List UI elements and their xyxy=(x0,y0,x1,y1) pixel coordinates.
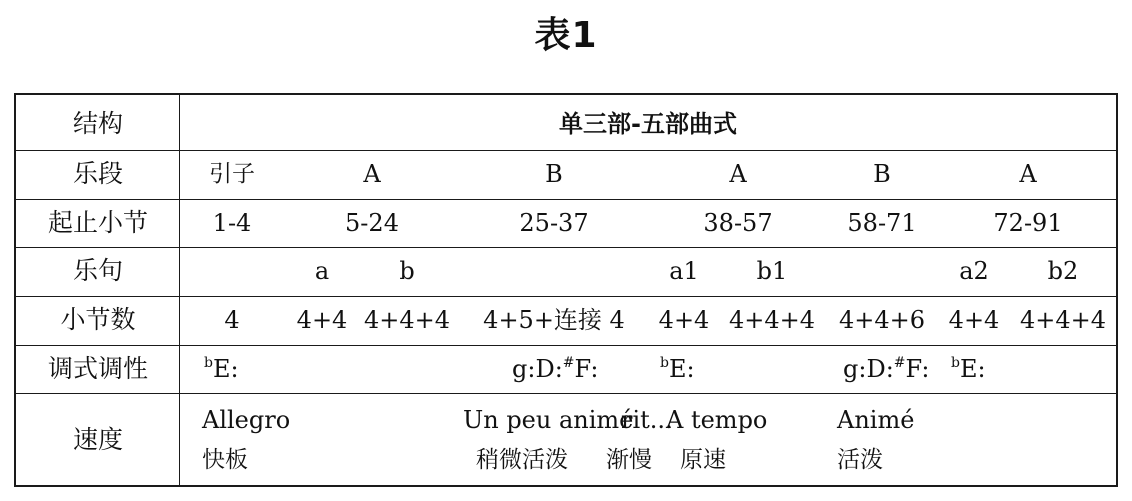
bars-cell: 58-71 xyxy=(847,209,917,237)
bar-count-cell: 4+4+4 xyxy=(1019,306,1107,334)
key-cell xyxy=(843,354,929,384)
key-text: E: xyxy=(668,355,695,383)
bar-count-cell: 4+4 xyxy=(948,306,1000,334)
tempo-translation: 原速 xyxy=(680,447,726,473)
phrase-cell: a1 xyxy=(669,257,699,285)
bar-count-cell: 4+4+6 xyxy=(838,306,926,334)
music-structure-table xyxy=(14,93,1118,487)
bar-count-cell: 4+4 xyxy=(296,306,348,334)
section-cell: 引子 xyxy=(209,161,255,187)
bars-cell: 38-57 xyxy=(703,209,773,237)
row-label-bars: 起止小节 xyxy=(47,208,148,237)
key-cell xyxy=(204,354,239,384)
sharp-sign: # xyxy=(893,355,906,371)
key-cell xyxy=(512,354,598,384)
row-divider xyxy=(16,345,1116,346)
row-divider xyxy=(16,296,1116,297)
key-prefix: g:D: xyxy=(512,355,563,383)
tempo-term: Allegro xyxy=(202,406,291,434)
tempo-term: Un peu animé xyxy=(463,406,634,434)
tempo-translation: 快板 xyxy=(202,447,248,473)
flat-sign: b xyxy=(204,355,213,371)
structure-value: 单三部-五部曲式 xyxy=(559,110,737,138)
tempo-term: A tempo xyxy=(666,406,768,434)
section-cell: A xyxy=(363,160,381,188)
bars-cell: 72-91 xyxy=(993,209,1063,237)
row-label-bar-count: 小节数 xyxy=(60,305,136,334)
row-divider xyxy=(16,393,1116,394)
tempo-translation: 活泼 xyxy=(837,447,883,473)
phrase-cell: a2 xyxy=(959,257,989,285)
key-text: F: xyxy=(905,355,930,383)
row-label-key: 调式调性 xyxy=(47,354,148,383)
bar-count-cell: 4+4 xyxy=(658,306,710,334)
bars-cell: 5-24 xyxy=(345,209,399,237)
bar-count-cell: 4+5+连接 4 xyxy=(483,306,625,334)
flat-sign: b xyxy=(660,355,669,371)
row-label-phrase: 乐句 xyxy=(72,256,123,285)
section-cell: B xyxy=(545,160,563,188)
bars-cell: 1-4 xyxy=(212,209,252,237)
row-label-tempo: 速度 xyxy=(72,425,123,454)
phrase-cell: b2 xyxy=(1047,257,1079,285)
table-title: 表1 xyxy=(534,15,598,56)
phrase-cell: b xyxy=(399,257,415,285)
bar-count-cell: 4 xyxy=(224,306,240,334)
key-text: E: xyxy=(212,355,239,383)
section-cell: A xyxy=(1019,160,1037,188)
row-divider xyxy=(16,150,1116,151)
tempo-term: Animé xyxy=(837,406,915,434)
tempo-translation: 渐慢 xyxy=(606,447,652,473)
row-label-structure: 结构 xyxy=(72,109,123,138)
phrase-cell: a xyxy=(314,257,330,285)
bar-count-cell: 4+4+4 xyxy=(728,306,816,334)
key-text: E: xyxy=(959,355,986,383)
row-label-section: 乐段 xyxy=(72,159,123,188)
key-text: F: xyxy=(574,355,599,383)
bar-count-cell: 4+4+4 xyxy=(363,306,451,334)
key-cell xyxy=(660,354,695,384)
tempo-translation: 稍微活泼 xyxy=(476,447,568,473)
section-cell: A xyxy=(729,160,747,188)
key-cell xyxy=(951,354,986,384)
sharp-sign: # xyxy=(562,355,575,371)
row-divider xyxy=(16,247,1116,248)
row-divider xyxy=(16,199,1116,200)
section-cell: B xyxy=(873,160,891,188)
phrase-cell: b1 xyxy=(756,257,788,285)
flat-sign: b xyxy=(951,355,960,371)
bars-cell: 25-37 xyxy=(519,209,589,237)
tempo-term: rit... xyxy=(621,406,673,434)
key-prefix: g:D: xyxy=(843,355,894,383)
